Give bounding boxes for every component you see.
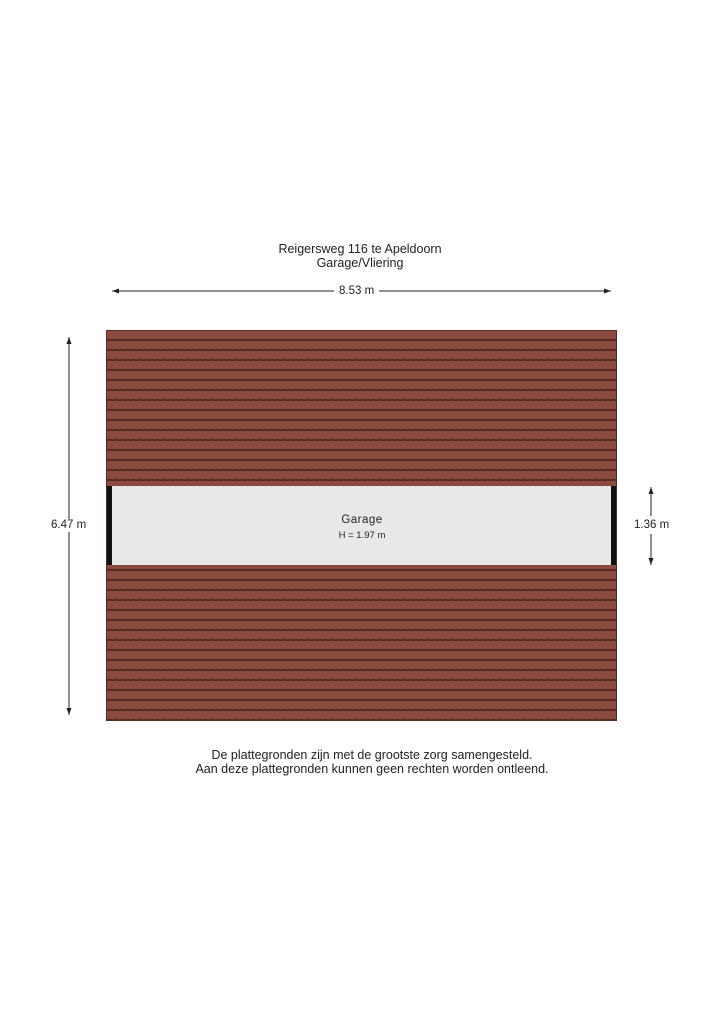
height-dimension-label: 6.47 m xyxy=(51,519,87,531)
width-dimension-label: 8.53 m xyxy=(334,285,379,298)
plan-floor-title: Garage/Vliering xyxy=(316,256,404,270)
room-height-label: H = 1.97 m xyxy=(338,530,386,541)
disclaimer-line-1: De plattegronden zijn met de grootste zorg samengesteld. xyxy=(211,748,533,762)
roof-upper xyxy=(107,331,616,486)
room-name-label: Garage xyxy=(341,514,383,526)
plan-address-title: Reigersweg 116 te Apeldoorn xyxy=(278,242,442,256)
disclaimer-line-2: Aan deze plattegronden kunnen geen rechten worden ontleend. xyxy=(195,762,549,776)
roof-lower xyxy=(107,565,616,720)
garage-dimension-label: 1.36 m xyxy=(634,519,670,531)
